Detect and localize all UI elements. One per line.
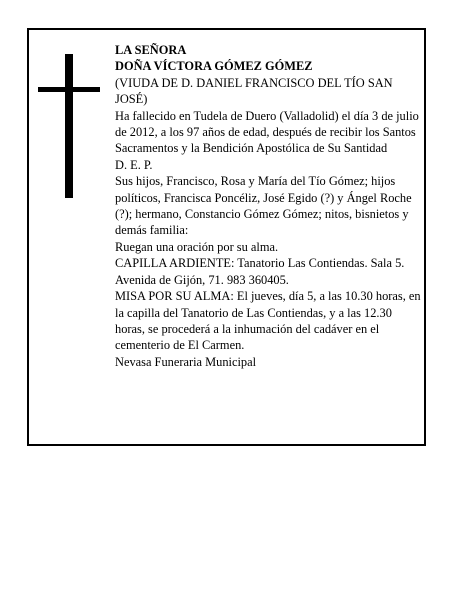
funeral-home: Nevasa Funeraria Municipal — [115, 354, 257, 369]
mass-paragraph: MISA POR SU ALMA: El jueves, día 5, a las 10.30 horas, en la capilla del Tanatorio de Las Contiendas, y a las 12.30 horas, se procederá a la inhumación del cadáver en el cementerio de El Carmen. — [115, 289, 421, 353]
obituary-text — [115, 42, 421, 370]
title-line: LA SEÑORA — [115, 43, 187, 57]
death-paragraph: Ha fallecido en Tudela de Duero (Valladolid) el día 3 de julio de 2012, a los 97 años de edad, después de recibir los Santos Sacramentos y la Bendición Apostólica de Su Santidad — [115, 108, 419, 156]
prayer-request: Ruegan una oración por su alma. — [115, 239, 279, 254]
rip-line: D. E. P. — [115, 157, 153, 172]
chapel-paragraph: CAPILLA ARDIENTE: Tanatorio Las Contiendas. Sala 5. Avenida de Gijón, 71. 983 360405. — [115, 256, 405, 287]
widow-line: (VIUDA DE D. DANIEL FRANCISCO DEL TÍO SAN JOSÉ) — [115, 75, 393, 107]
deceased-name: DOÑA VÍCTORA GÓMEZ GÓMEZ — [115, 59, 313, 74]
family-paragraph: Sus hijos, Francisco, Rosa y María del Tío Gómez; hijos políticos, Francisca Poncéliz, José Egido (?) y Ángel Roche (?); hermano, Constancio Gómez Gómez; nitos, bisnietos y demás familia: — [115, 174, 412, 238]
cross-vertical-bar — [65, 54, 73, 198]
obituary-notice-frame — [27, 28, 426, 446]
cross-icon — [38, 54, 100, 198]
cross-horizontal-bar — [38, 87, 100, 92]
